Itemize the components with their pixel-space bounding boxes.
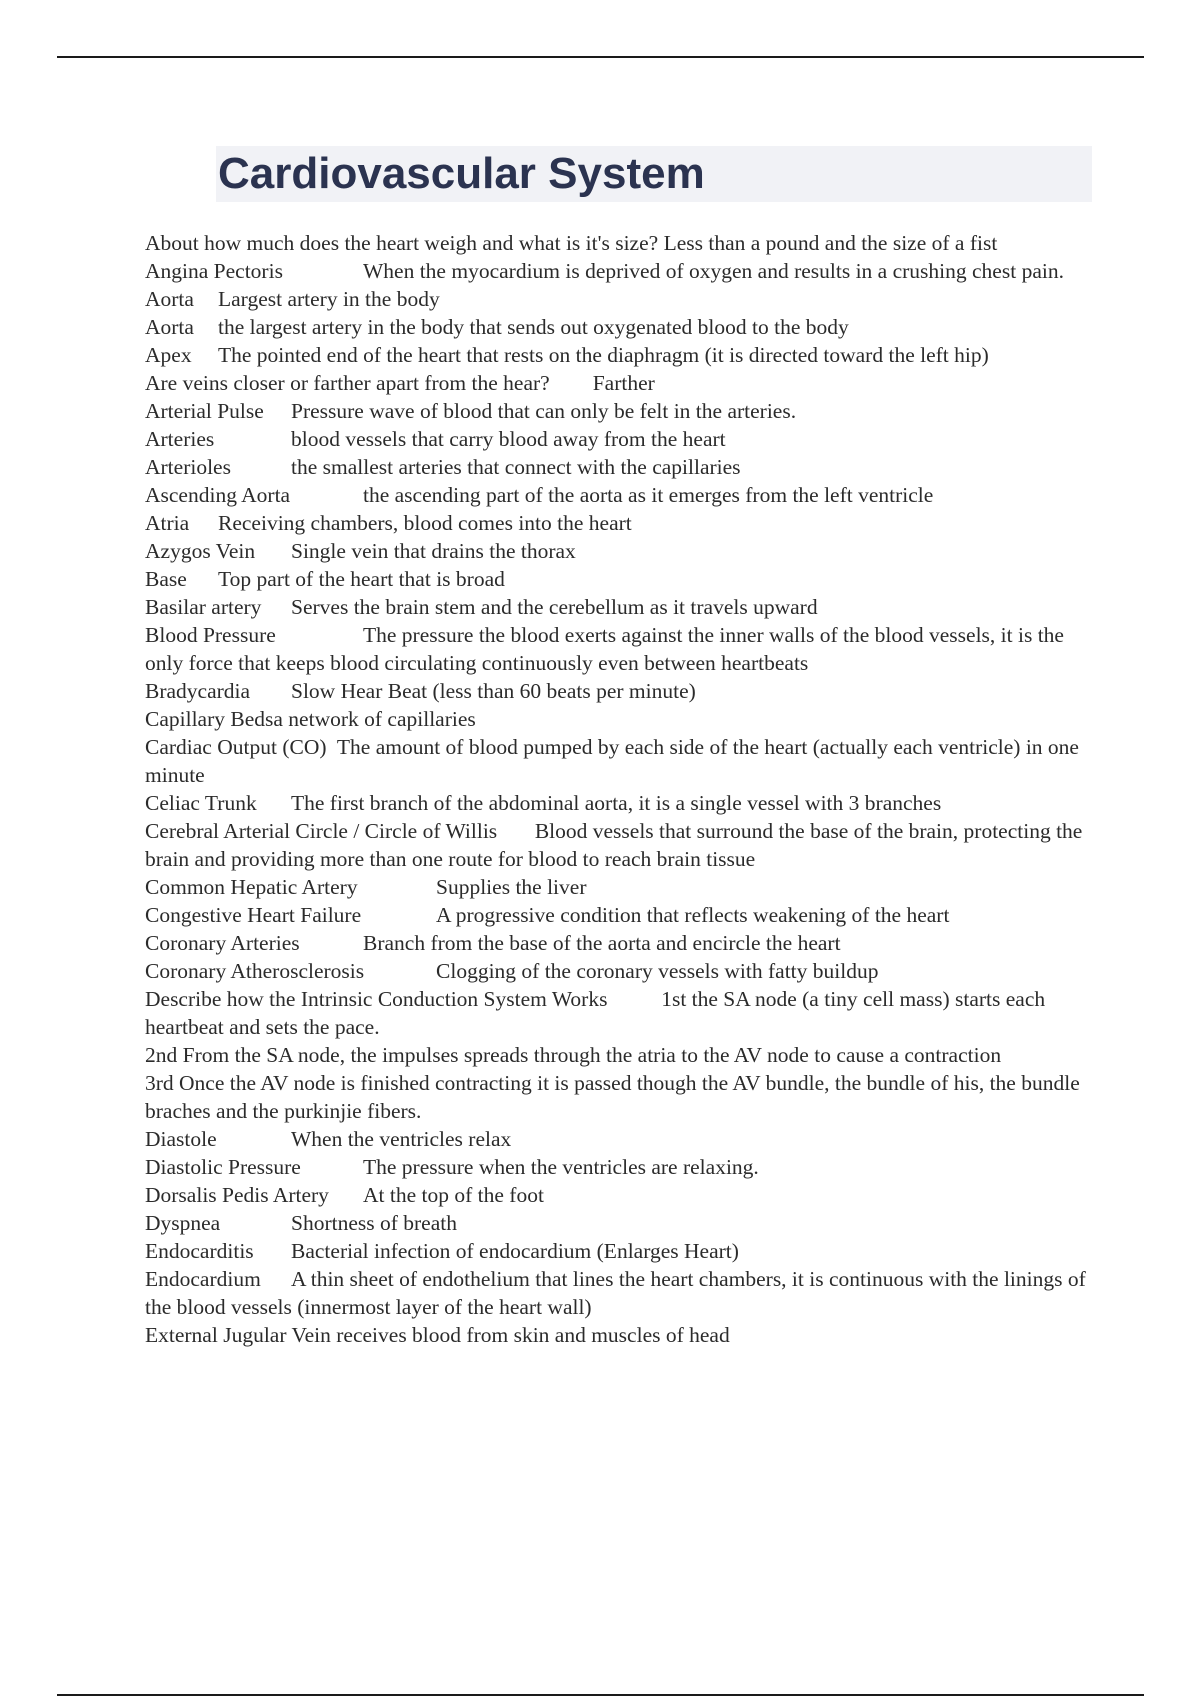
- entry-definition: Farther: [592, 371, 655, 395]
- entry-definition: the largest artery in the body that sends out oxygenated blood to the body: [218, 315, 849, 339]
- entry-term: Angina Pectoris: [145, 259, 283, 283]
- glossary-entry: [145, 873, 1095, 901]
- entry-term: Apex: [145, 343, 192, 367]
- page-title: Cardiovascular System: [218, 149, 705, 198]
- entry-term: Base: [145, 567, 187, 591]
- glossary-entry: [145, 369, 1095, 397]
- entry-term: Aorta: [145, 315, 194, 339]
- entry-definition: When the ventricles relax: [291, 1127, 512, 1151]
- glossary-entry: [145, 1237, 1095, 1265]
- entry-definition: A progressive condition that reflects weakening of the heart: [436, 903, 950, 927]
- entry-definition: Blood vessels that surround the base of the brain, protecting the brain and providing more than one route for blood to reach brain tissue: [145, 819, 1083, 871]
- glossary-entry: [145, 1153, 1095, 1181]
- glossary-entry: [145, 397, 1095, 425]
- entry-definition: a network of capillaries: [273, 707, 476, 731]
- entry-term: Endocarditis: [145, 1239, 254, 1263]
- glossary-entry: [145, 285, 1095, 313]
- glossary-entry: [145, 705, 1095, 733]
- entry-definition: blood vessels that carry blood away from the heart: [291, 427, 726, 451]
- entry-definition: Less than a pound and the size of a fist: [663, 231, 998, 255]
- glossary-entry: [145, 313, 1095, 341]
- entry-term: Common Hepatic Artery: [145, 875, 358, 899]
- glossary-entry: [145, 1041, 1095, 1069]
- entry-definition: Serves the brain stem and the cerebellum as it travels upward: [291, 595, 818, 619]
- glossary-entry: [145, 453, 1095, 481]
- glossary-entry: [145, 677, 1095, 705]
- entry-definition: 3rd Once the AV node is finished contracting it is passed though the AV bundle, the bundle of his, the bundle braches and the purkinjie fibers.: [145, 1071, 1080, 1123]
- glossary-content: [145, 229, 1095, 1349]
- entry-definition: The amount of blood pumped by each side of the heart (actually each ventricle) in one minute: [145, 735, 1079, 787]
- entry-term: Dorsalis Pedis Artery: [145, 1183, 329, 1207]
- entry-definition: receives blood from skin and muscles of head: [336, 1323, 730, 1347]
- entry-term: Capillary Beds: [145, 707, 274, 731]
- entry-definition: Branch from the base of the aorta and encircle the heart: [363, 931, 841, 955]
- entry-term: Bradycardia: [145, 679, 251, 703]
- glossary-entry: [145, 901, 1095, 929]
- entry-term: Azygos Vein: [145, 539, 256, 563]
- glossary-entry: [145, 1069, 1095, 1125]
- entry-definition: Receiving chambers, blood comes into the heart: [218, 511, 632, 535]
- entry-definition: The pointed end of the heart that rests on the diaphragm (it is directed toward the left hip): [218, 343, 989, 367]
- glossary-entry: [145, 593, 1095, 621]
- entry-term: Ascending Aorta: [145, 483, 291, 507]
- entry-term: Celiac Trunk: [145, 791, 257, 815]
- entry-term: Atria: [145, 511, 190, 535]
- glossary-entry: [145, 1321, 1095, 1349]
- entry-definition: Supplies the liver: [436, 875, 587, 899]
- entry-term: Basilar artery: [145, 595, 262, 619]
- entry-definition: Shortness of breath: [291, 1211, 457, 1235]
- glossary-entry: [145, 929, 1095, 957]
- entry-definition: The first branch of the abdominal aorta, it is a single vessel with 3 branches: [291, 791, 942, 815]
- glossary-entry: [145, 789, 1095, 817]
- entry-definition: the ascending part of the aorta as it emerges from the left ventricle: [363, 483, 934, 507]
- glossary-entry: [145, 733, 1095, 789]
- entry-term: External Jugular Vein: [145, 1323, 331, 1347]
- entry-term: Arteries: [145, 427, 215, 451]
- entry-definition: Pressure wave of blood that can only be felt in the arteries.: [291, 399, 797, 423]
- glossary-entry: [145, 509, 1095, 537]
- glossary-entry: [145, 257, 1095, 285]
- glossary-entry: [145, 1209, 1095, 1237]
- entry-term: About how much does the heart weigh and what is it's size?: [145, 231, 659, 255]
- entry-definition: 2nd From the SA node, the impulses spreads through the atria to the AV node to cause a contraction: [145, 1043, 1002, 1067]
- entry-term: Blood Pressure: [145, 623, 276, 647]
- entry-definition: Slow Hear Beat (less than 60 beats per minute): [291, 679, 696, 703]
- entry-definition: 1st the SA node (a tiny cell mass) starts each heartbeat and sets the pace.: [145, 987, 1046, 1039]
- entry-definition: the smallest arteries that connect with the capillaries: [291, 455, 741, 479]
- entry-term: Cerebral Arterial Circle / Circle of Willis: [145, 819, 498, 843]
- entry-term: Endocardium: [145, 1267, 261, 1291]
- glossary-entry: [145, 565, 1095, 593]
- entry-term: Cardiac Output (CO): [145, 735, 327, 759]
- bottom-rule: [57, 1694, 1144, 1696]
- entry-definition: Single vein that drains the thorax: [291, 539, 576, 563]
- entry-term: Diastole: [145, 1127, 217, 1151]
- glossary-entry: [145, 957, 1095, 985]
- entry-term: Are veins closer or farther apart from the hear?: [145, 371, 550, 395]
- entry-term: Aorta: [145, 287, 194, 311]
- glossary-entry: [145, 341, 1095, 369]
- glossary-entry: [145, 537, 1095, 565]
- glossary-entry: [145, 481, 1095, 509]
- entry-term: Arterioles: [145, 455, 231, 479]
- entry-definition: Clogging of the coronary vessels with fatty buildup: [436, 959, 879, 983]
- glossary-entry: [145, 817, 1095, 873]
- entry-term: Congestive Heart Failure: [145, 903, 362, 927]
- entry-definition: At the top of the foot: [363, 1183, 544, 1207]
- glossary-entry: [145, 425, 1095, 453]
- entry-term: Dyspnea: [145, 1211, 221, 1235]
- entry-definition: When the myocardium is deprived of oxygen and results in a crushing chest pain.: [363, 259, 1064, 283]
- glossary-entry: [145, 1181, 1095, 1209]
- entry-definition: Bacterial infection of endocardium (Enlarges Heart): [291, 1239, 739, 1263]
- glossary-entry: [145, 1265, 1095, 1321]
- glossary-entry: [145, 985, 1095, 1041]
- entry-definition: Largest artery in the body: [218, 287, 440, 311]
- entry-definition: The pressure the blood exerts against the inner walls of the blood vessels, it is the only force that keeps blood circulating continuously even between heartbeats: [145, 623, 1064, 675]
- entry-term: Coronary Atherosclerosis: [145, 959, 365, 983]
- entry-definition: A thin sheet of endothelium that lines the heart chambers, it is continuous with the linings of the blood vessels (innermost layer of the heart wall): [145, 1267, 1086, 1319]
- entry-term: Arterial Pulse: [145, 399, 264, 423]
- entry-term: Coronary Arteries: [145, 931, 300, 955]
- glossary-entry: [145, 1125, 1095, 1153]
- glossary-entry: [145, 229, 1095, 257]
- top-rule: [57, 56, 1144, 58]
- entry-term: Describe how the Intrinsic Conduction System Works: [145, 987, 608, 1011]
- entry-definition: The pressure when the ventricles are relaxing.: [363, 1155, 759, 1179]
- entry-definition: Top part of the heart that is broad: [218, 567, 505, 591]
- glossary-entry: [145, 621, 1095, 677]
- entry-term: Diastolic Pressure: [145, 1155, 301, 1179]
